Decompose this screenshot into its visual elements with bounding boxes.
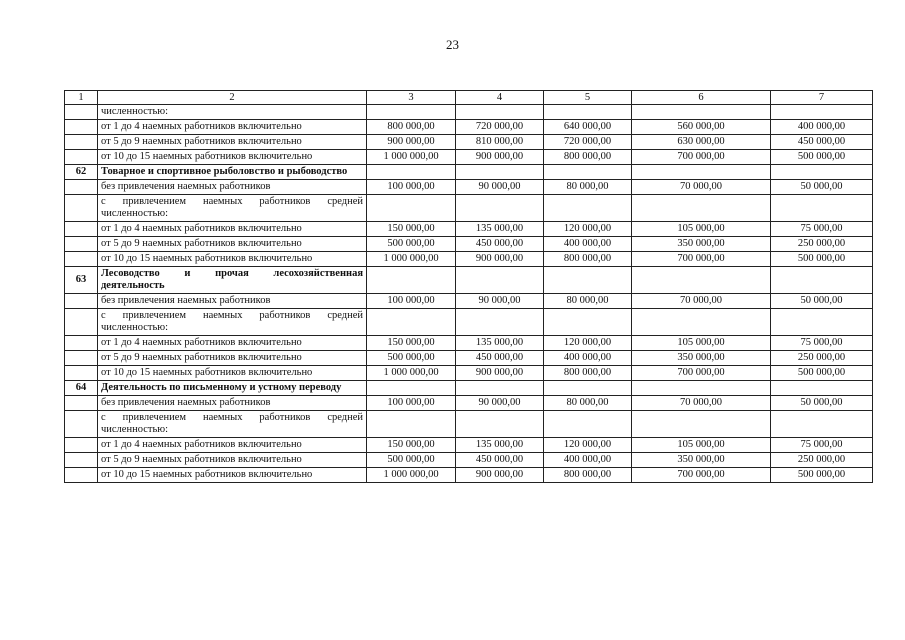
amount-cell: 1 000 000,00 — [367, 366, 456, 381]
amount-cell — [367, 105, 456, 120]
table-row — [65, 180, 873, 195]
amount-cell: 1 000 000,00 — [367, 468, 456, 483]
table-row — [65, 468, 873, 483]
amount-cell: 800 000,00 — [544, 150, 632, 165]
table-row — [65, 237, 873, 252]
row-number-cell — [65, 453, 98, 468]
table-row — [65, 336, 873, 351]
activity-title-cell: Деятельность по письменному и устному переводу — [98, 381, 367, 396]
description-cell: от 5 до 9 наемных работников включительно — [98, 351, 367, 366]
amount-cell: 50 000,00 — [771, 294, 873, 309]
description-cell: от 10 до 15 наемных работников включительно — [98, 252, 367, 267]
row-number-cell — [65, 411, 98, 438]
amount-cell — [771, 105, 873, 120]
table-row — [65, 195, 873, 222]
amount-cell — [456, 309, 544, 336]
amount-cell: 800 000,00 — [544, 252, 632, 267]
table-row — [65, 222, 873, 237]
table-row — [65, 294, 873, 309]
amount-cell: 100 000,00 — [367, 396, 456, 411]
amount-cell: 70 000,00 — [632, 180, 771, 195]
amount-cell: 700 000,00 — [632, 468, 771, 483]
row-number-cell — [65, 309, 98, 336]
amount-cell: 150 000,00 — [367, 222, 456, 237]
amount-cell: 150 000,00 — [367, 336, 456, 351]
amount-cell: 135 000,00 — [456, 336, 544, 351]
table-row — [65, 120, 873, 135]
amount-cell: 350 000,00 — [632, 351, 771, 366]
row-number-cell: 62 — [65, 165, 98, 180]
amount-cell: 800 000,00 — [544, 366, 632, 381]
description-cell: с привлечением наемных работников средней численностью: — [98, 195, 367, 222]
table-row — [65, 351, 873, 366]
amount-cell: 500 000,00 — [771, 252, 873, 267]
amount-cell — [771, 195, 873, 222]
column-header: 6 — [632, 91, 771, 105]
activity-title-cell: Лесоводство и прочая лесохозяйственная деятельность — [98, 267, 367, 294]
amount-cell: 75 000,00 — [771, 438, 873, 453]
amount-cell — [632, 381, 771, 396]
amount-cell — [632, 411, 771, 438]
amount-cell: 500 000,00 — [367, 237, 456, 252]
amount-cell — [367, 165, 456, 180]
amount-cell — [771, 381, 873, 396]
description-cell: от 1 до 4 наемных работников включительно — [98, 336, 367, 351]
description-cell: с привлечением наемных работников средней численностью: — [98, 411, 367, 438]
amount-cell: 250 000,00 — [771, 237, 873, 252]
description-cell: с привлечением наемных работников средней численностью: — [98, 309, 367, 336]
table-section-row — [65, 165, 873, 180]
amount-cell — [367, 195, 456, 222]
table-row — [65, 135, 873, 150]
amount-cell: 1 000 000,00 — [367, 252, 456, 267]
amount-cell — [771, 267, 873, 294]
table-row — [65, 453, 873, 468]
amount-cell — [632, 105, 771, 120]
amount-cell: 80 000,00 — [544, 294, 632, 309]
column-header: 4 — [456, 91, 544, 105]
row-number-cell — [65, 135, 98, 150]
row-number-cell — [65, 366, 98, 381]
amount-cell: 50 000,00 — [771, 180, 873, 195]
amount-cell — [771, 309, 873, 336]
column-header: 2 — [98, 91, 367, 105]
column-header: 1 — [65, 91, 98, 105]
amount-cell: 450 000,00 — [456, 453, 544, 468]
row-number-cell — [65, 222, 98, 237]
column-header: 5 — [544, 91, 632, 105]
table-row — [65, 438, 873, 453]
amount-cell: 720 000,00 — [544, 135, 632, 150]
amount-cell: 135 000,00 — [456, 438, 544, 453]
amount-cell: 1 000 000,00 — [367, 150, 456, 165]
amount-cell: 70 000,00 — [632, 396, 771, 411]
tariff-table — [64, 90, 873, 483]
description-cell: от 5 до 9 наемных работников включительно — [98, 237, 367, 252]
amount-cell — [544, 267, 632, 294]
amount-cell — [456, 105, 544, 120]
amount-cell: 800 000,00 — [544, 468, 632, 483]
row-number-cell: 63 — [65, 267, 98, 294]
amount-cell: 135 000,00 — [456, 222, 544, 237]
description-cell: от 10 до 15 наемных работников включительно — [98, 468, 367, 483]
amount-cell: 500 000,00 — [367, 351, 456, 366]
amount-cell: 720 000,00 — [456, 120, 544, 135]
activity-title-cell: Товарное и спортивное рыболовство и рыбоводство — [98, 165, 367, 180]
amount-cell — [367, 411, 456, 438]
amount-cell — [632, 309, 771, 336]
amount-cell: 400 000,00 — [544, 351, 632, 366]
amount-cell: 105 000,00 — [632, 336, 771, 351]
description-cell: от 10 до 15 наемных работников включительно — [98, 366, 367, 381]
amount-cell: 120 000,00 — [544, 222, 632, 237]
amount-cell: 500 000,00 — [771, 468, 873, 483]
amount-cell: 250 000,00 — [771, 453, 873, 468]
amount-cell — [456, 195, 544, 222]
column-header: 7 — [771, 91, 873, 105]
amount-cell: 700 000,00 — [632, 150, 771, 165]
description-cell: без привлечения наемных работников — [98, 180, 367, 195]
amount-cell: 500 000,00 — [771, 366, 873, 381]
amount-cell — [544, 381, 632, 396]
amount-cell: 630 000,00 — [632, 135, 771, 150]
column-header: 3 — [367, 91, 456, 105]
table-row — [65, 411, 873, 438]
amount-cell: 810 000,00 — [456, 135, 544, 150]
table-row — [65, 150, 873, 165]
amount-cell — [456, 411, 544, 438]
amount-cell: 560 000,00 — [632, 120, 771, 135]
amount-cell — [544, 309, 632, 336]
amount-cell — [544, 165, 632, 180]
amount-cell: 450 000,00 — [456, 351, 544, 366]
amount-cell — [771, 411, 873, 438]
amount-cell: 900 000,00 — [456, 150, 544, 165]
row-number-cell — [65, 396, 98, 411]
amount-cell: 80 000,00 — [544, 396, 632, 411]
amount-cell: 75 000,00 — [771, 336, 873, 351]
table-body — [65, 105, 873, 483]
description-cell: от 5 до 9 наемных работников включительно — [98, 135, 367, 150]
row-number-cell — [65, 180, 98, 195]
description-cell: от 5 до 9 наемных работников включительно — [98, 453, 367, 468]
amount-cell: 350 000,00 — [632, 453, 771, 468]
amount-cell — [632, 267, 771, 294]
amount-cell: 150 000,00 — [367, 438, 456, 453]
table-section-row — [65, 267, 873, 294]
row-number-cell — [65, 468, 98, 483]
amount-cell — [544, 105, 632, 120]
amount-cell: 90 000,00 — [456, 294, 544, 309]
amount-cell: 500 000,00 — [771, 150, 873, 165]
amount-cell: 900 000,00 — [456, 468, 544, 483]
amount-cell: 350 000,00 — [632, 237, 771, 252]
description-cell: от 10 до 15 наемных работников включительно — [98, 150, 367, 165]
row-number-cell — [65, 252, 98, 267]
row-number-cell — [65, 294, 98, 309]
table-row — [65, 396, 873, 411]
amount-cell — [771, 165, 873, 180]
row-number-cell — [65, 150, 98, 165]
amount-cell: 450 000,00 — [456, 237, 544, 252]
amount-cell: 90 000,00 — [456, 396, 544, 411]
amount-cell: 80 000,00 — [544, 180, 632, 195]
amount-cell: 105 000,00 — [632, 222, 771, 237]
description-cell: численностью: — [98, 105, 367, 120]
amount-cell — [456, 381, 544, 396]
description-cell: без привлечения наемных работников — [98, 396, 367, 411]
column-number-row — [65, 91, 873, 105]
row-number-cell — [65, 438, 98, 453]
amount-cell: 500 000,00 — [367, 453, 456, 468]
amount-cell — [367, 309, 456, 336]
amount-cell: 900 000,00 — [367, 135, 456, 150]
amount-cell: 450 000,00 — [771, 135, 873, 150]
table-row — [65, 105, 873, 120]
row-number-cell — [65, 105, 98, 120]
amount-cell: 120 000,00 — [544, 336, 632, 351]
description-cell: от 1 до 4 наемных работников включительно — [98, 120, 367, 135]
row-number-cell: 64 — [65, 381, 98, 396]
amount-cell: 250 000,00 — [771, 351, 873, 366]
amount-cell: 800 000,00 — [367, 120, 456, 135]
amount-cell: 700 000,00 — [632, 366, 771, 381]
amount-cell — [367, 267, 456, 294]
amount-cell — [544, 195, 632, 222]
amount-cell — [456, 165, 544, 180]
amount-cell — [456, 267, 544, 294]
amount-cell — [544, 411, 632, 438]
amount-cell: 50 000,00 — [771, 396, 873, 411]
row-number-cell — [65, 120, 98, 135]
amount-cell: 70 000,00 — [632, 294, 771, 309]
amount-cell — [367, 381, 456, 396]
description-cell: от 1 до 4 наемных работников включительно — [98, 222, 367, 237]
description-cell: от 1 до 4 наемных работников включительно — [98, 438, 367, 453]
amount-cell: 100 000,00 — [367, 180, 456, 195]
row-number-cell — [65, 237, 98, 252]
amount-cell: 120 000,00 — [544, 438, 632, 453]
amount-cell: 700 000,00 — [632, 252, 771, 267]
description-cell: без привлечения наемных работников — [98, 294, 367, 309]
amount-cell: 400 000,00 — [544, 237, 632, 252]
amount-cell: 640 000,00 — [544, 120, 632, 135]
row-number-cell — [65, 336, 98, 351]
amount-cell — [632, 195, 771, 222]
amount-cell — [632, 165, 771, 180]
amount-cell: 400 000,00 — [771, 120, 873, 135]
amount-cell: 900 000,00 — [456, 366, 544, 381]
table-section-row — [65, 381, 873, 396]
amount-cell: 400 000,00 — [544, 453, 632, 468]
amount-cell: 100 000,00 — [367, 294, 456, 309]
table-row — [65, 309, 873, 336]
table-row — [65, 366, 873, 381]
row-number-cell — [65, 195, 98, 222]
amount-cell: 75 000,00 — [771, 222, 873, 237]
page-number: 23 — [446, 37, 459, 52]
row-number-cell — [65, 351, 98, 366]
amount-cell: 90 000,00 — [456, 180, 544, 195]
table-row — [65, 252, 873, 267]
amount-cell: 900 000,00 — [456, 252, 544, 267]
amount-cell: 105 000,00 — [632, 438, 771, 453]
